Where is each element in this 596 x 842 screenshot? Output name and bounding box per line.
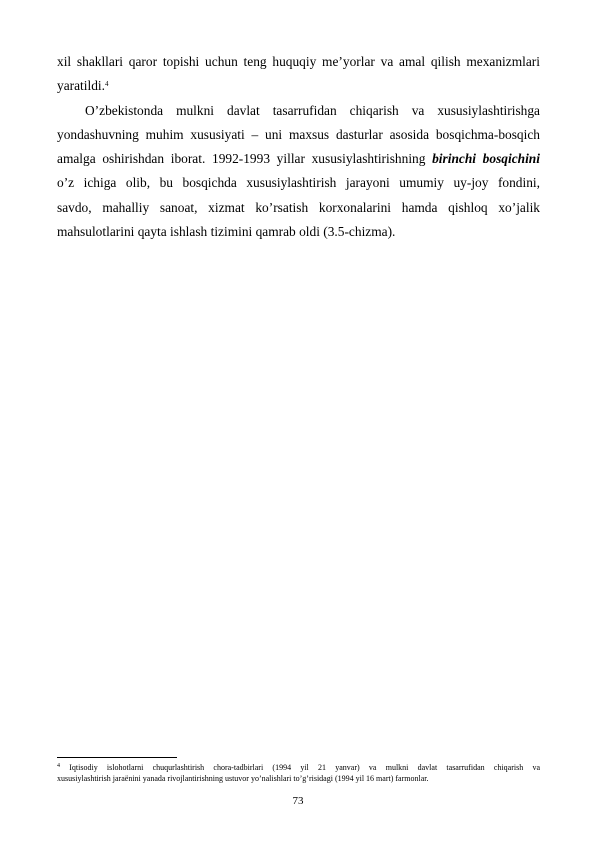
footnote-line-2: xususiylashtirish jaraёnini yanada rivojlantirishning ustuvor yo’nalishlari to’g’risidagi (1994 yil 16 mart) farmonlar. (57, 774, 429, 783)
paragraph-2-line-3-text: amalga oshirishdan iborat. 1992-1993 yillar xususiylashtirishning (57, 151, 433, 167)
footnote-line-1-text: Iqtisodiy islohotlarni chuqurlashtirish chora-tadbirlari (1994 yil 21 yanvar) va mulkni davlat tasarrufidan chiqarish va (60, 763, 540, 772)
paragraph-1-line-1: xil shakllari qaror topishi uchun teng huquqiy me’yorlar va amal qilish mexanizmlari (57, 54, 540, 69)
main-text (57, 50, 540, 244)
footnote (57, 762, 540, 784)
paragraph-2-line-6: mahsulotlarini qayta ishlash tizimini qamrab oldi (3.5-chizma). (57, 224, 396, 240)
emphasized-term: birinchi bosqichini (432, 151, 540, 167)
footnote-line-1 (57, 762, 540, 773)
footnote-mark: 4 (57, 763, 60, 769)
page-number: 73 (292, 795, 304, 807)
paragraph-2-line-3 (57, 147, 540, 171)
paragraph-2-line-4: o’z ichiga olib, bu bosqichda xususiylashtirish jarayoni umumiy uy-joy fondini, (57, 175, 540, 191)
paragraph-2-line-1: O’zbekistonda mulkni davlat tasarrufidan chiqarish va xususiylashtirishga (85, 102, 540, 118)
paragraph-2-line-2: yondashuvning muhim xususiyati – uni maxsus dasturlar asosida bosqichma-bosqich (57, 126, 540, 142)
paragraph-1-text-end: yaratildi. (57, 78, 105, 94)
footnote-reference: 4 (104, 80, 109, 89)
footnote-separator (57, 757, 177, 758)
paragraph-2-line-5: savdo, mahalliy sanoat, xizmat ko’rsatish korxonalarini hamda qishloq xo’jalik (57, 199, 540, 215)
paragraph-1-line-2 (57, 74, 540, 98)
